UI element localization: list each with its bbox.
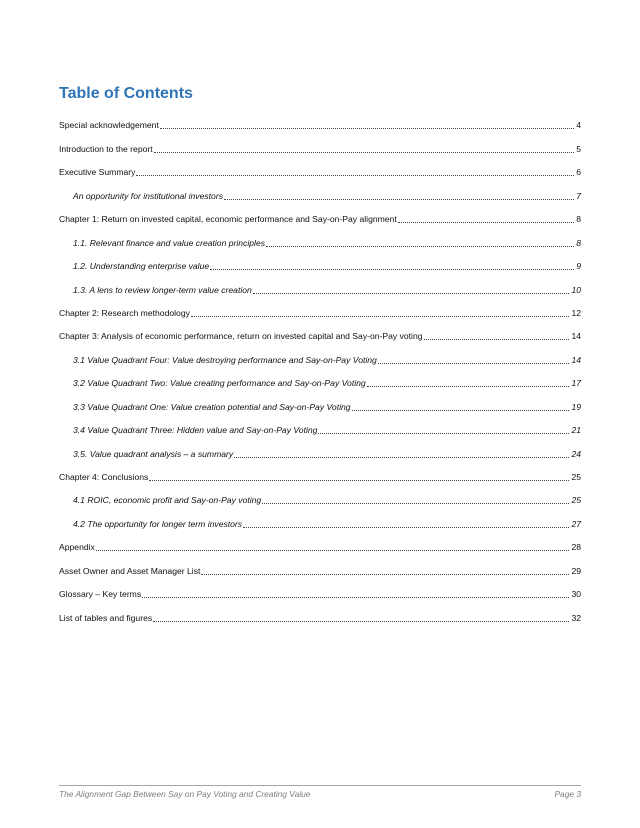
toc-entry-page-number: 9 [576, 261, 581, 272]
toc-entry-page-number: 32 [571, 612, 581, 623]
toc-dot-leader [398, 222, 574, 223]
toc-dot-leader [136, 175, 574, 176]
toc-entry-page-number: 10 [571, 284, 581, 295]
toc-entry-title: Chapter 4: Conclusions [59, 472, 149, 482]
toc-dot-leader [191, 316, 570, 317]
toc-dot-leader [243, 527, 569, 528]
toc-dot-leader [266, 246, 574, 247]
toc-entry-title: Appendix [59, 542, 95, 553]
toc-dot-leader [352, 410, 570, 411]
footer-document-title: The Alignment Gap Between Say on Pay Voting and Creating Value [59, 789, 311, 799]
toc-entry-page-number: 28 [571, 542, 581, 553]
toc-dot-leader [253, 293, 570, 294]
toc-entry-title: Asset Owner and Asset Manager List [59, 565, 201, 576]
toc-dot-leader [201, 574, 569, 575]
toc-entry[interactable] [59, 109, 581, 132]
toc-entry[interactable] [59, 554, 581, 577]
toc-dot-leader [96, 550, 570, 551]
toc-dot-leader [154, 152, 575, 153]
toc-dot-leader [142, 597, 569, 598]
toc-dot-leader [424, 339, 570, 340]
toc-entry-page-number: 6 [576, 167, 581, 178]
toc-entry-title: 3.3 Value Quadrant One: Value creation potential and Say-on-Pay Voting [73, 401, 351, 412]
toc-entry-title: Introduction to the report [59, 143, 153, 154]
footer-page-number: Page 3 [554, 789, 581, 799]
toc-dot-leader [160, 128, 574, 129]
toc-entry[interactable] [59, 507, 581, 530]
toc-entry-title: 1.1. Relevant finance and value creation principles [73, 237, 266, 248]
toc-entry-title: 3.5. Value quadrant analysis – a summary [73, 448, 234, 459]
toc-entry[interactable] [59, 226, 581, 249]
toc-entry-title: 4.1 ROIC, economic profit and Say-on-Pay voting [73, 495, 262, 506]
toc-entry-page-number: 29 [571, 565, 581, 576]
toc-entry-title: Executive Summary [59, 167, 136, 178]
toc-dot-leader [367, 386, 570, 387]
toc-dot-leader [210, 269, 574, 270]
toc-dot-leader [262, 503, 569, 504]
toc-entry-page-number: 4 [576, 120, 581, 131]
toc-dot-leader [153, 621, 569, 622]
toc-entry[interactable] [59, 367, 581, 390]
toc-entry-page-number: 24 [571, 448, 581, 459]
toc-entry[interactable] [59, 437, 581, 460]
toc-entry-page-number: 30 [571, 589, 581, 600]
toc-entry-page-number: 19 [571, 401, 581, 412]
toc-entry[interactable] [59, 203, 581, 226]
toc-entry-title: Special acknowledgement [59, 120, 159, 131]
toc-entry[interactable] [59, 250, 581, 273]
toc-list [59, 109, 581, 625]
toc-entry-page-number: 27 [571, 518, 581, 529]
toc-entry-title: 3.1 Value Quadrant Four: Value destroying performance and Say-on-Pay Voting [73, 354, 377, 365]
toc-entry-page-number: 8 [576, 214, 581, 225]
toc-entry-page-number: 14 [571, 354, 581, 365]
toc-dot-leader [318, 433, 569, 434]
toc-entry-title: 1.3. A lens to review longer-term value creation [73, 284, 252, 295]
toc-entry-title: Chapter 1: Return on invested capital, economic performance and Say-on-Pay alignment [59, 214, 397, 225]
toc-dot-leader [149, 480, 569, 481]
toc-entry[interactable] [59, 320, 581, 343]
toc-entry-title: 4.2 The opportunity for longer term investors [73, 518, 243, 529]
toc-entry-title: 1.2. Understanding enterprise value [73, 261, 210, 272]
toc-entry-title: 3.4 Value Quadrant Three: Hidden value and Say-on-Pay Voting [73, 425, 318, 436]
toc-entry[interactable] [59, 390, 581, 413]
toc-entry[interactable] [59, 484, 581, 507]
toc-entry[interactable] [59, 132, 581, 155]
toc-entry-page-number: 14 [571, 331, 581, 342]
toc-dot-leader [234, 457, 569, 458]
toc-entry-title: 3.2 Value Quadrant Two: Value creating performance and Say-on-Pay Voting [73, 378, 366, 389]
toc-entry-page-number: 8 [576, 237, 581, 248]
footer-divider [59, 785, 581, 786]
toc-entry-page-number: 5 [576, 143, 581, 154]
toc-entry-page-number: 17 [571, 378, 581, 389]
toc-entry-page-number: 25 [571, 472, 581, 482]
toc-entry-page-number: 7 [576, 190, 581, 201]
toc-entry[interactable] [59, 461, 581, 484]
toc-entry-page-number: 21 [571, 425, 581, 436]
toc-dot-leader [378, 363, 570, 364]
toc-title: Table of Contents [59, 85, 193, 102]
toc-entry[interactable] [59, 414, 581, 437]
toc-entry[interactable] [59, 179, 581, 202]
toc-entry-page-number: 25 [571, 495, 581, 506]
toc-entry-title: List of tables and figures [59, 612, 153, 623]
toc-entry-title: Glossary – Key terms [59, 589, 142, 600]
toc-entry[interactable] [59, 273, 581, 296]
toc-entry-title: Chapter 3: Analysis of economic performance, return on invested capital and Say-on-Pay voting [59, 331, 423, 342]
toc-entry[interactable] [59, 531, 581, 554]
toc-entry[interactable] [59, 601, 581, 624]
toc-entry[interactable] [59, 297, 581, 320]
toc-entry[interactable] [59, 343, 581, 366]
toc-entry-title: An opportunity for institutional investors [73, 190, 223, 201]
toc-entry[interactable] [59, 156, 581, 179]
toc-entry[interactable] [59, 578, 581, 601]
toc-dot-leader [224, 199, 574, 200]
toc-entry-title: Chapter 2: Research methodology [59, 307, 190, 318]
toc-entry-page-number: 12 [571, 307, 581, 318]
